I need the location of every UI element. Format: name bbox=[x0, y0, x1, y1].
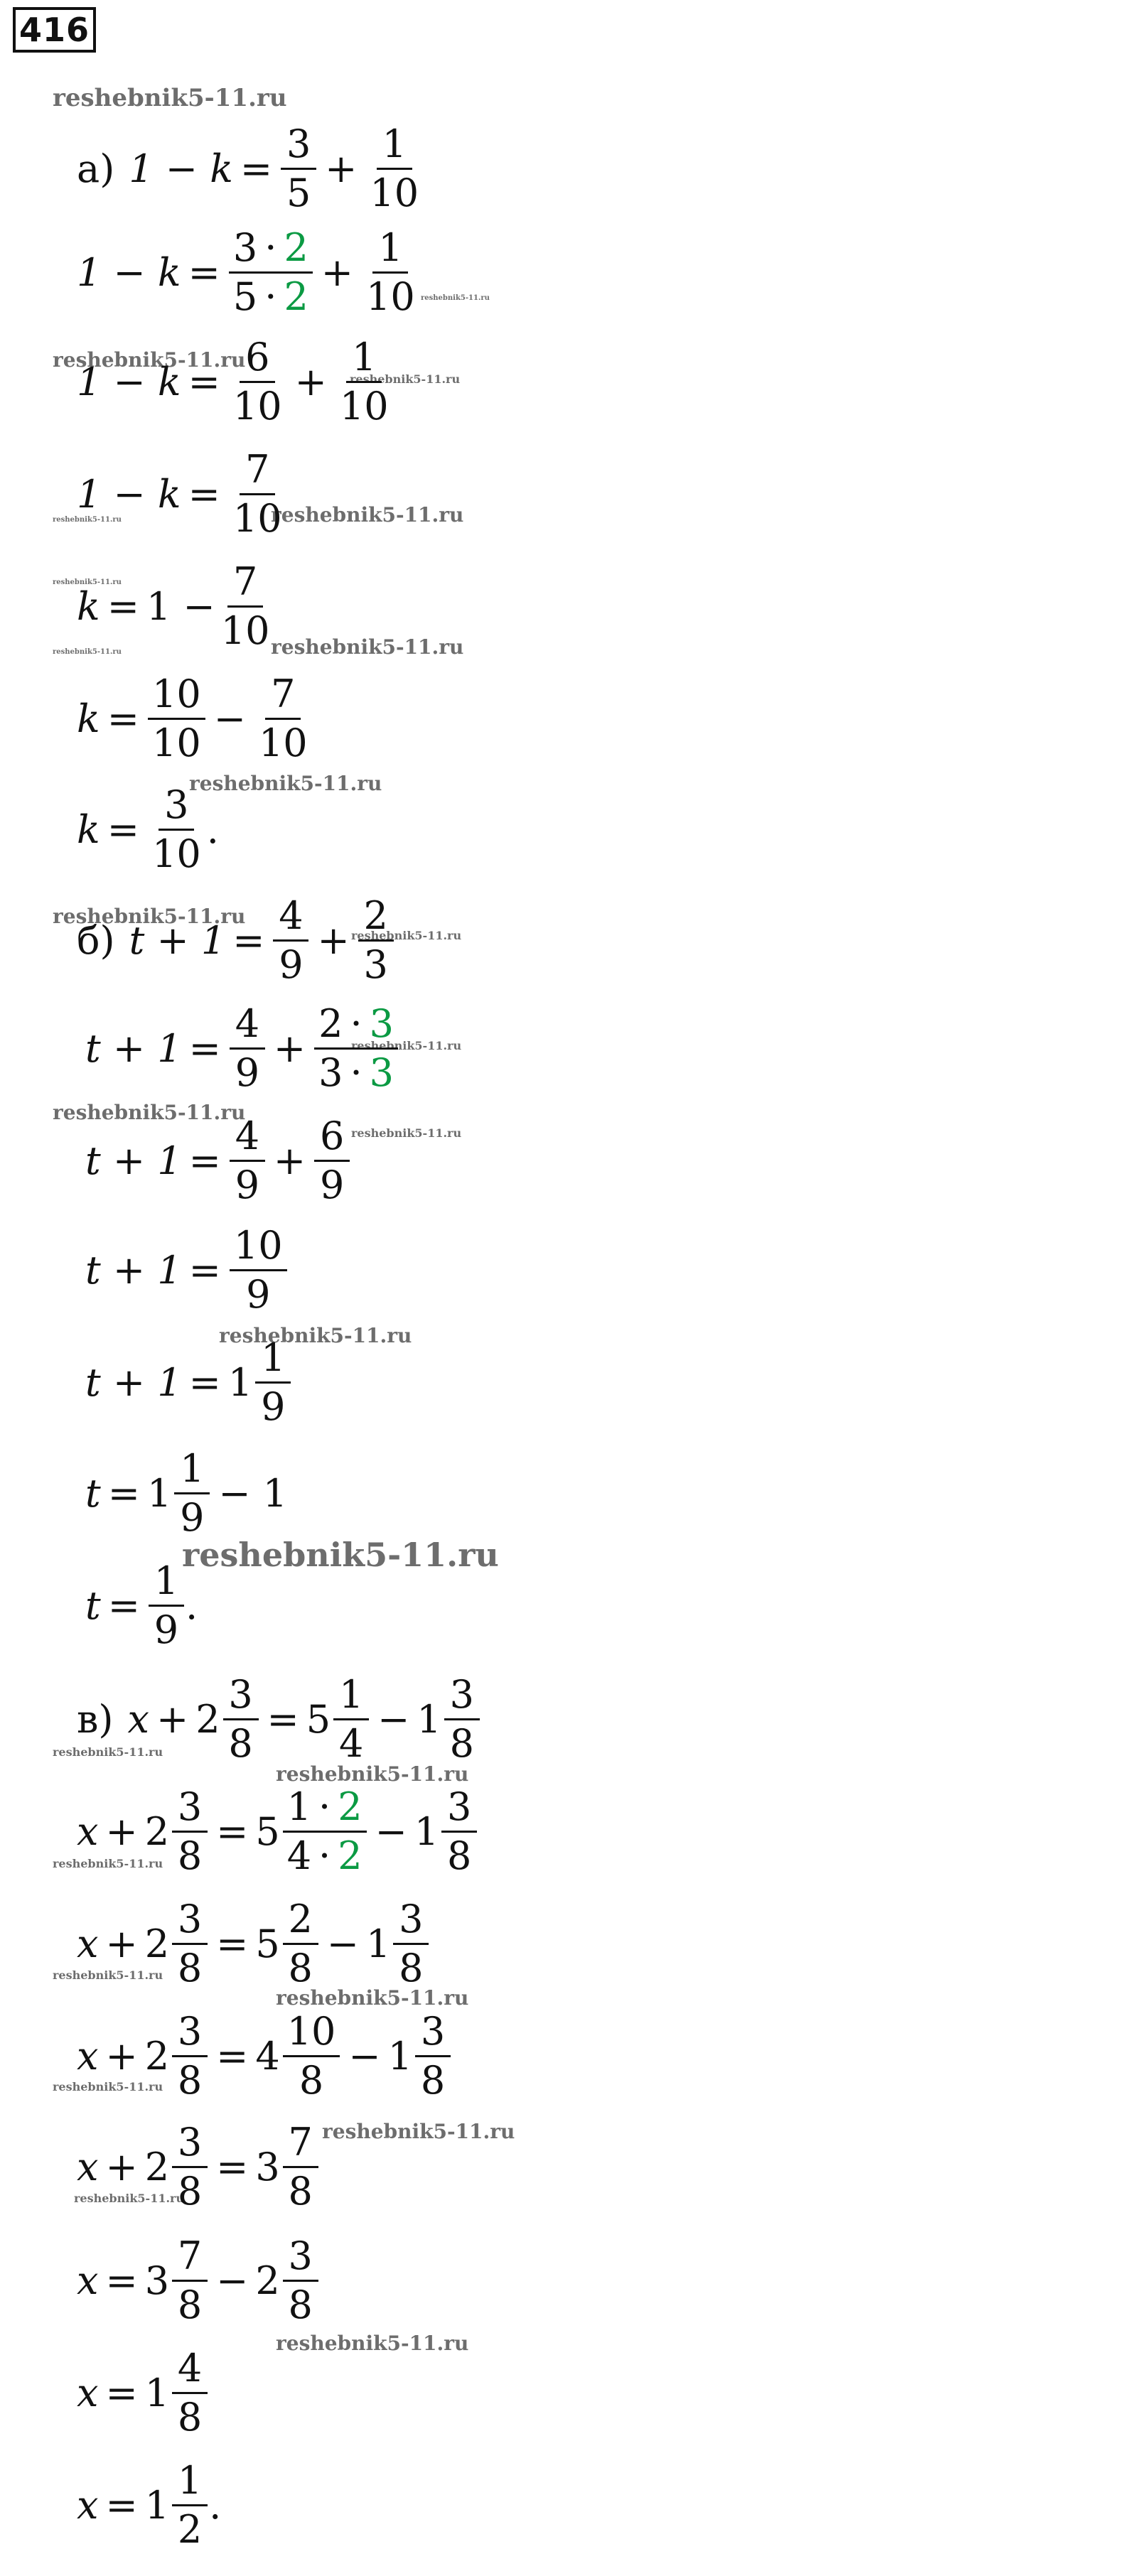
part-c-equation-8: x = 1 $\frac{1}{2}$ . bbox=[77, 2458, 222, 2552]
watermark: reshebnik5-11.ru bbox=[271, 635, 464, 659]
part-a-equation-7: k = $\frac{3}{10}$ . bbox=[77, 782, 219, 876]
part-c-equation-7: x = 1 $\frac{4}{8}$ bbox=[77, 2349, 209, 2437]
part-b-equation-7: t = $\frac{1}{9}$ . bbox=[85, 1558, 198, 1652]
fraction: $\frac{3}{8}$ bbox=[415, 2012, 451, 2100]
fraction: $\frac{7}{10}$ bbox=[232, 447, 282, 541]
watermark: reshebnik5-11.ru bbox=[322, 2120, 515, 2143]
part-b-equation-6: t = 1 $\frac{1}{9}$ − 1 bbox=[85, 1446, 288, 1540]
watermark: reshebnik5-11.ru bbox=[53, 648, 122, 656]
fraction: $\frac{3}{10}$ bbox=[151, 782, 201, 876]
watermark: reshebnik5-11.ru bbox=[271, 503, 464, 527]
watermark: reshebnik5-11.ru bbox=[351, 929, 462, 942]
fraction: $\frac{10}{10}$ bbox=[148, 675, 205, 762]
part-a-equation-3: 1 − k = $\frac{6}{10}$ + $\frac{1}{10}$ bbox=[77, 338, 394, 426]
fraction: $\frac{10}{8}$ bbox=[283, 2012, 340, 2100]
fraction: $\frac{3}{8}$ bbox=[441, 1788, 477, 1875]
fraction: $\frac{7}{10}$ bbox=[258, 672, 308, 765]
watermark: reshebnik5-11.ru bbox=[351, 1126, 462, 1140]
part-c-equation-6: x = 3 $\frac{7}{8}$ − 2 $\frac{3}{8}$ bbox=[77, 2237, 320, 2324]
watermark: reshebnik5-11.ru bbox=[53, 1745, 163, 1759]
part-b-label: б) bbox=[77, 917, 115, 963]
fraction: $\frac{3}{8}$ bbox=[172, 1900, 208, 1988]
part-b-equation-2: t + 1 = $\frac{4}{9}$ + $\frac{2 \cdot 3}{3 \cdot 3}$ bbox=[85, 1005, 399, 1092]
watermark: reshebnik5-11.ru bbox=[182, 1536, 499, 1574]
fraction: $\frac{7}{10}$ bbox=[220, 559, 270, 653]
watermark: reshebnik5-11.ru bbox=[53, 516, 122, 524]
watermark: reshebnik5-11.ru bbox=[276, 1762, 469, 1786]
watermark: reshebnik5-11.ru bbox=[53, 578, 122, 586]
part-b-equation-4: t + 1 = $\frac{10}{9}$ bbox=[85, 1227, 289, 1314]
fraction: $\frac{3}{8}$ bbox=[444, 1676, 480, 1763]
fraction: $\frac{6}{9}$ bbox=[314, 1117, 350, 1205]
fraction: $\frac{4}{9}$ bbox=[230, 1117, 265, 1205]
watermark: reshebnik5-11.ru bbox=[74, 2192, 185, 2205]
fraction: $\frac{1 \cdot 2}{4 \cdot 2}$ bbox=[283, 1788, 367, 1875]
watermark: reshebnik5-11.ru bbox=[421, 294, 490, 302]
task-number-badge: 416 bbox=[13, 7, 96, 53]
fraction: $\frac{4}{9}$ bbox=[230, 1005, 265, 1092]
part-b-equation-1: б) t + 1 = $\frac{4}{9}$ + $\frac{2}{3}$ bbox=[77, 897, 395, 984]
fraction: $\frac{7}{8}$ bbox=[172, 2237, 208, 2324]
fraction: $\frac{4}{9}$ bbox=[273, 897, 308, 984]
fraction: $\frac{6}{10}$ bbox=[232, 335, 282, 429]
fraction: $\frac{2 \cdot 3}{3 \cdot 3}$ bbox=[314, 1005, 398, 1092]
fraction: $\frac{7}{8}$ bbox=[283, 2123, 318, 2211]
watermark: reshebnik5-11.ru bbox=[53, 1857, 163, 1870]
watermark: reshebnik5-11.ru bbox=[53, 1968, 163, 1982]
watermark: reshebnik5-11.ru bbox=[276, 2332, 469, 2355]
part-a-equation-5: k = 1 − $\frac{7}{10}$ bbox=[77, 563, 275, 650]
part-a-line1-lhs: 1 − k bbox=[129, 146, 233, 191]
fraction: $\frac{3}{8}$ bbox=[283, 2237, 318, 2324]
watermark: reshebnik5-11.ru bbox=[189, 772, 382, 795]
watermark: reshebnik5-11.ru bbox=[53, 2080, 163, 2093]
part-c-equation-3: x + 2 $\frac{3}{8}$ = 5 $\frac{2}{8}$ − 1 $\frac{3}{8}$ bbox=[77, 1900, 430, 1988]
fraction: $\frac{3 \cdot 2}{5 \cdot 2}$ bbox=[229, 229, 313, 316]
fraction: $\frac{3}{8}$ bbox=[172, 2123, 208, 2211]
part-c-equation-1: в) x + 2 $\frac{3}{8}$ = 5 $\frac{1}{4}$ − 1 $\frac{3}{8}$ bbox=[77, 1676, 481, 1763]
fraction: $\frac{3}{8}$ bbox=[172, 2012, 208, 2100]
part-b-equation-3: t + 1 = $\frac{4}{9}$ + $\frac{6}{9}$ bbox=[85, 1117, 351, 1205]
fraction: $\frac{3}{5}$ bbox=[281, 125, 316, 212]
fraction: $\frac{3}{8}$ bbox=[223, 1676, 259, 1763]
part-c-equation-5: x + 2 $\frac{3}{8}$ = 3 $\frac{7}{8}$ bbox=[77, 2123, 320, 2211]
fraction: $\frac{2}{8}$ bbox=[283, 1900, 318, 1988]
fraction: $\frac{1}{9}$ bbox=[174, 1450, 210, 1537]
part-a-equation-1: а) 1 − k = $\frac{3}{5}$ + $\frac{1}{10}$ bbox=[77, 125, 424, 212]
fraction: $\frac{1}{9}$ bbox=[149, 1562, 184, 1649]
part-c-equation-4: x + 2 $\frac{3}{8}$ = 4 $\frac{10}{8}$ − 1 $\frac{3}{8}$ bbox=[77, 2012, 452, 2100]
watermark: reshebnik5-11.ru bbox=[219, 1324, 412, 1347]
fraction: $\frac{1}{10}$ bbox=[339, 335, 389, 429]
watermark: reshebnik5-11.ru bbox=[351, 1039, 462, 1052]
fraction: $\frac{2}{3}$ bbox=[358, 897, 394, 984]
fraction: $\frac{10}{9}$ bbox=[230, 1227, 287, 1314]
part-c-equation-2: x + 2 $\frac{3}{8}$ = 5 $\frac{1 \cdot 2}{4 \cdot 2}$ − 1 $\frac{3}{8}$ bbox=[77, 1788, 478, 1875]
fraction: $\frac{3}{8}$ bbox=[393, 1900, 429, 1988]
fraction: $\frac{1}{9}$ bbox=[255, 1339, 291, 1426]
fraction: $\frac{1}{10}$ bbox=[370, 122, 419, 215]
part-a-equation-6: k = $\frac{10}{10}$ − $\frac{7}{10}$ bbox=[77, 675, 313, 762]
watermark: reshebnik5-11.ru bbox=[276, 1986, 469, 2010]
watermark: reshebnik5-11.ru bbox=[53, 84, 287, 112]
part-a-equation-4: 1 − k = $\frac{7}{10}$ bbox=[77, 451, 288, 538]
part-c-label: в) bbox=[77, 1696, 114, 1742]
fraction: $\frac{3}{8}$ bbox=[172, 1788, 208, 1875]
fraction: $\frac{4}{8}$ bbox=[172, 2349, 208, 2437]
part-a-label: а) bbox=[77, 146, 115, 191]
watermark: reshebnik5-11.ru bbox=[350, 372, 461, 386]
fraction: $\frac{1}{4}$ bbox=[333, 1676, 369, 1763]
watermark: reshebnik5-11.ru bbox=[53, 905, 246, 928]
watermark: reshebnik5-11.ru bbox=[53, 348, 246, 372]
part-a-equation-2: 1 − k = $\frac{3 \cdot 2}{5 \cdot 2}$ + $\frac{1}{10}$ bbox=[77, 229, 421, 316]
part-b-equation-5: t + 1 = 1 $\frac{1}{9}$ bbox=[85, 1339, 292, 1426]
fraction: $\frac{1}{2}$ bbox=[172, 2462, 208, 2549]
fraction: $\frac{1}{10}$ bbox=[366, 225, 415, 319]
watermark: reshebnik5-11.ru bbox=[53, 1101, 246, 1124]
